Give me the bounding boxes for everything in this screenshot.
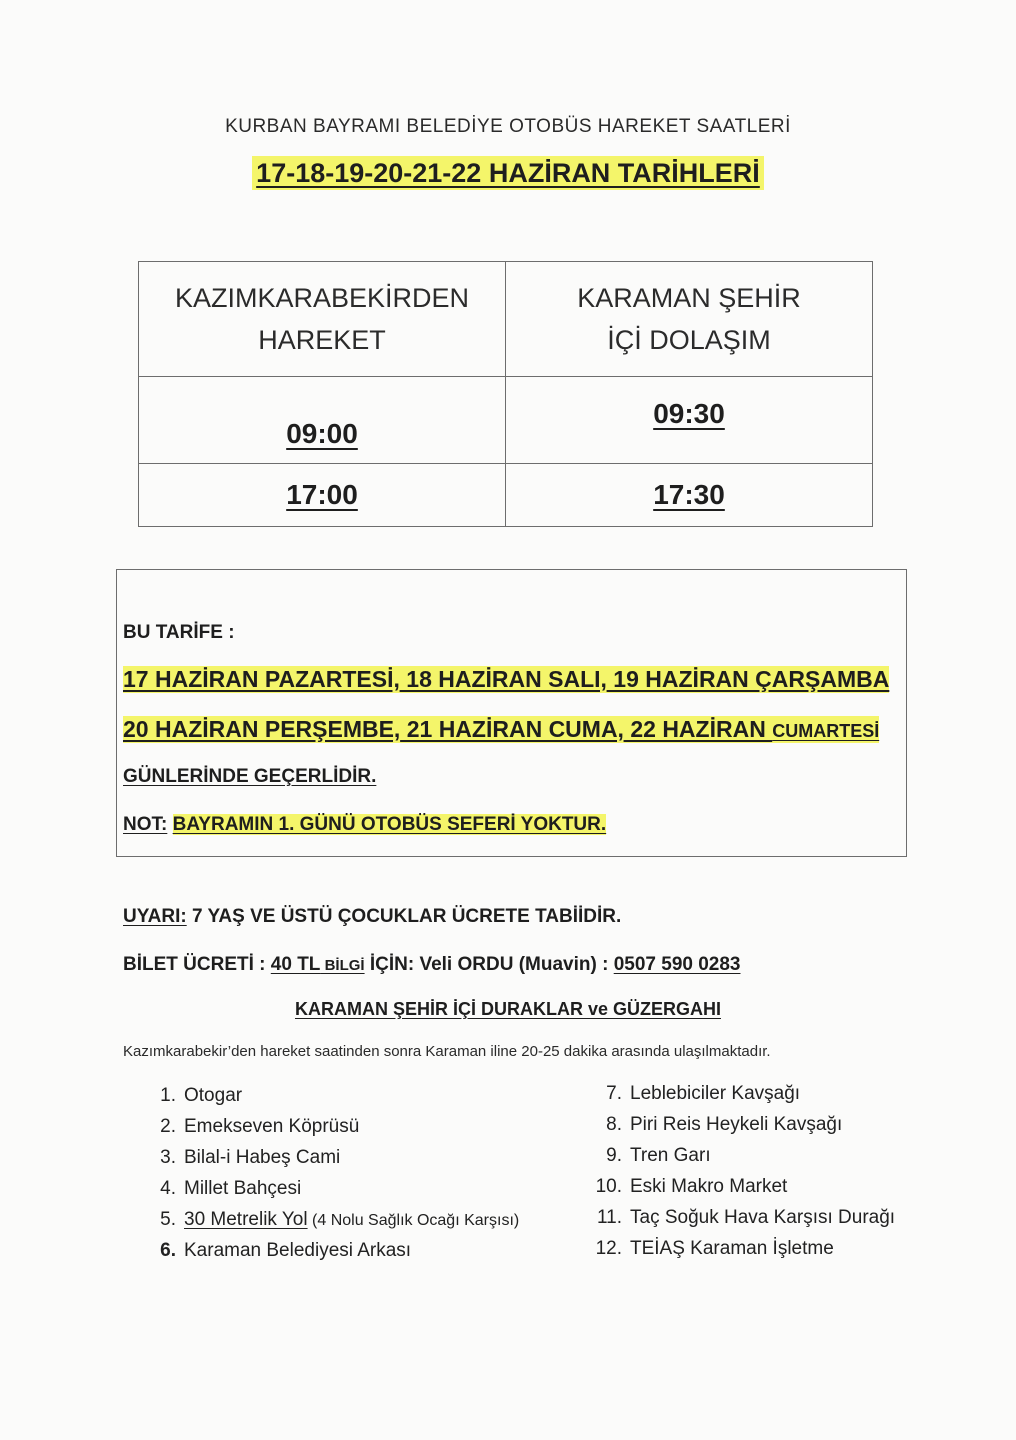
stop-name: Tren Garı [630, 1145, 711, 1166]
fare-label: BİLET ÜCRETİ : [123, 954, 271, 975]
list-item [588, 1171, 895, 1202]
stops-list-right [588, 1078, 895, 1264]
list-item [140, 1111, 519, 1142]
time-value: 09:30 [653, 398, 725, 429]
time-cell [139, 464, 506, 527]
day-tuesday: 18 HAZİRAN SALI, [399, 666, 607, 692]
stop-number: 7. [606, 1083, 622, 1104]
contact-phone: 0507 590 0283 [613, 954, 741, 975]
stop-number: 12. [595, 1238, 622, 1259]
list-item [140, 1173, 519, 1204]
stop-extra: (4 Nolu Sağlık Ocağı Karşısı) [307, 1212, 520, 1229]
list-item [588, 1140, 895, 1171]
day-friday: 21 HAZİRAN CUMA, [400, 716, 624, 742]
tariff-label: BU TARİFE : [123, 622, 235, 643]
day-wednesday: 19 HAZİRAN ÇARŞAMBA [606, 666, 890, 692]
time-cell [506, 464, 873, 527]
header-karaman-line1: KARAMAN ŞEHİR [577, 283, 801, 313]
stops-title-text: KARAMAN ŞEHİR İÇİ DURAKLAR ve GÜZERGAHI [294, 999, 721, 1019]
stop-name: Piri Reis Heykeli Kavşağı [630, 1114, 843, 1135]
stop-name: Otogar [184, 1085, 243, 1106]
fare-info: İÇİN: Veli ORDU (Muavin) : [364, 954, 614, 975]
day-thursday: 20 HAZİRAN PERŞEMBE, [123, 716, 401, 742]
stop-number: 11. [596, 1207, 622, 1228]
note-text: BAYRAMIN 1. GÜNÜ OTOBÜS SEFERİ YOKTUR. [172, 814, 607, 835]
schedule-row [139, 464, 873, 527]
tariff-note [123, 814, 606, 836]
tariff-days-line1 [123, 666, 889, 693]
header-kazimkarabekir-line1: KAZIMKARABEKİRDEN [174, 283, 470, 313]
list-item [588, 1078, 895, 1109]
travel-time-note: Kazımkarabekir’den hareket saatinden sonra Karaman iline 20-25 dakika arasında ulaşılmaktadır. [123, 1043, 771, 1060]
fare-info-small: BİLGİ [320, 957, 365, 974]
list-item [588, 1109, 895, 1140]
stop-name: Bilal-i Habeş Cami [184, 1147, 341, 1168]
stop-name: TEİAŞ Karaman İşletme [630, 1238, 834, 1259]
stop-number: 5. [160, 1209, 176, 1230]
list-item [588, 1202, 895, 1233]
time-value: 17:30 [653, 479, 725, 510]
tariff-days-line2 [123, 716, 879, 743]
stop-number: 6. [160, 1240, 176, 1261]
warning-line [123, 906, 621, 928]
day-saturday: 22 HAZİRAN [623, 716, 773, 742]
list-item [588, 1233, 895, 1264]
time-value: 09:00 [286, 418, 358, 449]
list-item [140, 1204, 519, 1235]
note-label: NOT: [123, 814, 168, 835]
time-value: 17:00 [286, 479, 358, 510]
header-karaman-line2: İÇİ DOLAŞIM [607, 325, 771, 355]
tariff-box [116, 569, 907, 857]
stop-number: 2. [160, 1116, 176, 1137]
warning-label: UYARI: [123, 906, 187, 927]
tariff-validity: GÜNLERİNDE GEÇERLİDİR. [123, 766, 377, 787]
stop-name: 30 Metrelik Yol [184, 1209, 308, 1230]
warning-text: 7 YAŞ VE ÜSTÜ ÇOCUKLAR ÜCRETE TABİİDİR. [186, 906, 622, 927]
schedule-table [138, 261, 873, 527]
list-item [140, 1080, 519, 1111]
fare-price: 40 TL [270, 954, 321, 975]
day-saturday-name: CUMARTESİ [772, 721, 880, 741]
stops-list-left [140, 1080, 519, 1266]
stop-number: 10. [595, 1176, 622, 1197]
time-cell [139, 377, 506, 464]
date-range-heading [0, 158, 1016, 189]
day-monday: 17 HAZİRAN PAZARTESİ, [123, 666, 400, 692]
header-kazimkarabekir [139, 262, 506, 377]
document-title: KURBAN BAYRAMI BELEDİYE OTOBÜS HAREKET SAATLERİ [225, 116, 791, 137]
stops-title [0, 999, 1016, 1020]
stop-number: 8. [606, 1114, 622, 1135]
header-kazimkarabekir-line2: HAREKET [258, 325, 386, 355]
list-item [140, 1235, 519, 1266]
stop-name: Taç Soğuk Hava Karşısı Durağı [630, 1207, 896, 1228]
stop-name: Leblebiciler Kavşağı [630, 1083, 801, 1104]
stop-name: Eski Makro Market [630, 1176, 788, 1197]
stop-number: 3. [160, 1147, 176, 1168]
schedule-header-row [139, 262, 873, 377]
list-item [140, 1142, 519, 1173]
stop-number: 1. [160, 1085, 176, 1106]
stop-name: Karaman Belediyesi Arkası [184, 1240, 412, 1261]
date-range-text: 17-18-19-20-21-22 HAZİRAN TARİHLERİ [252, 156, 764, 190]
header-karaman [506, 262, 873, 377]
schedule-row [139, 377, 873, 464]
stop-number: 9. [606, 1145, 622, 1166]
stop-name: Emekseven Köprüsü [184, 1116, 360, 1137]
stop-number: 4. [160, 1178, 176, 1199]
time-cell [506, 377, 873, 464]
stop-name: Millet Bahçesi [184, 1178, 302, 1199]
fare-line [123, 954, 741, 976]
